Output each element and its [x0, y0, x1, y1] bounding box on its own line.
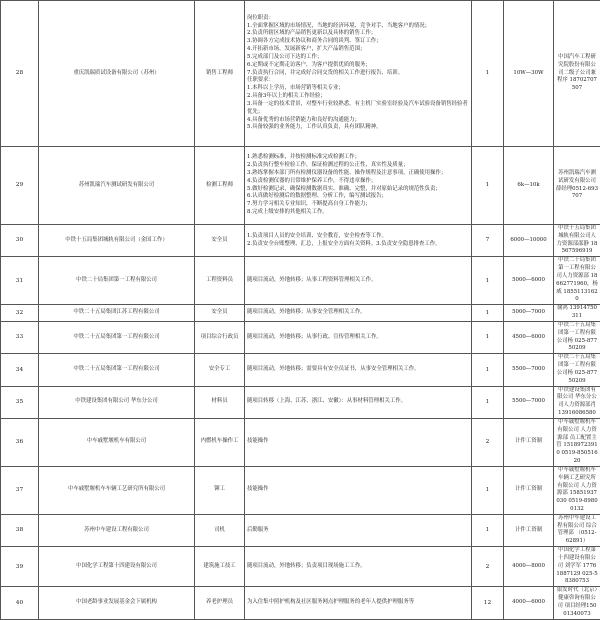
contact-cell: 中车戚墅堰机车车辆工艺研究所有限公司 人力资源部 15851937030 0519-89800132 [554, 466, 600, 514]
table-row [1, 386, 600, 418]
duty-line: 3.协调各方完成技术协议和商务合同的谈判、签订工作； [247, 38, 469, 46]
row-number-cell: 35 [1, 386, 39, 418]
headcount-cell: 1 [472, 466, 504, 514]
contact-cell: 中车戚墅堰机车有限公司 人力资源部 员工配置主管 15189723910 0519-85051620 [554, 418, 600, 466]
table-body [1, 1, 600, 620]
duty-line: 5.做好检测记录，确保检测数据真实、准确、完整，并对原始记录的规范性负责； [247, 186, 469, 194]
row-number-cell: 37 [1, 466, 39, 514]
duty-line: 随项目流动，外地转移；从事行政、宣传管理相关工作。 [247, 334, 469, 342]
company-name-cell: 中铁二十五局集团第一工程有限公司 [39, 354, 195, 386]
row-number-cell: 33 [1, 321, 39, 353]
duty-line: 2.具备3年以上的相关工作经验； [247, 93, 469, 101]
duty-line: 1.本科以上学历，市场营销等相关专业； [247, 85, 469, 93]
headcount-cell: 2 [472, 547, 504, 587]
position-cell: 司机 [195, 514, 245, 546]
salary-cell: 5500—7000 [504, 354, 554, 386]
row-number-cell: 39 [1, 547, 39, 587]
table-row [1, 466, 600, 514]
company-name-cell: 中车戚墅堰机车车辆工艺研究所有限公司 [39, 466, 195, 514]
company-name-cell: 中铁十五局集团城轨有限公司（金国工作） [39, 225, 195, 257]
table-row [1, 321, 600, 353]
salary-cell: 计件工资制 [504, 514, 554, 546]
contact-cell: 中国汽车工程研究院股份有限公司二级子公司兼程序 18702707507 [554, 1, 600, 147]
company-name-cell: 苏州中车建设工程有限公司 [39, 514, 195, 546]
job-duties-cell [245, 547, 472, 587]
duty-line: 随项目转移（上海、江苏、浙江、安徽）：从事材料管理相关工作。 [247, 398, 469, 406]
contact-cell: 中国化学工程第十四建设有限公司 刘学军 17761887129 025-58380753 [554, 547, 600, 587]
salary-cell: 5000—6000 [504, 257, 554, 305]
row-number-cell: 28 [1, 1, 39, 147]
contact-cell: 中铁建设集团有限公司 华东分公司人力资源部肖 13916086580 [554, 386, 600, 418]
company-name-cell: 中国老龄事业发展基金会下属机构 [39, 587, 195, 619]
row-number-cell: 31 [1, 257, 39, 305]
job-duties-cell [245, 225, 472, 257]
contact-cell: 苏州凯瑞汽车测试研发有限公司 薛经理0512-693707 [554, 147, 600, 225]
job-duties-cell [245, 257, 472, 305]
headcount-cell: 1 [472, 305, 504, 322]
position-cell: 铆工 [195, 466, 245, 514]
contact-cell: 中铁二十五局集团第一工程有限公司杨 025-87750209 [554, 354, 600, 386]
job-duties-cell [245, 147, 472, 225]
position-cell: 材料员 [195, 386, 245, 418]
duty-line: 5.完成部门及公司下达的工作； [247, 54, 469, 62]
table-row [1, 547, 600, 587]
duty-line: 4.开拓新市场，发展新客户，扩大产品销售范围； [247, 46, 469, 54]
headcount-cell: 1 [472, 257, 504, 305]
position-cell: 安全专工 [195, 354, 245, 386]
salary-cell: 6000—10000 [504, 225, 554, 257]
duty-line: 4.负责检测仪器的日常维护保养工作，不得违章操作； [247, 178, 469, 186]
contact-cell: 苏州中车建设工程有限公司 综合管理部 （0512-62891） [554, 514, 600, 546]
position-cell: 检测工程师 [195, 147, 245, 225]
job-duties-cell [245, 354, 472, 386]
headcount-cell: 1 [472, 321, 504, 353]
position-cell: 安全员 [195, 305, 245, 322]
duty-line: 随项目流动，外地转移；从事工程资料管理相关工作。 [247, 277, 469, 285]
job-duties-cell [245, 305, 472, 322]
salary-cell: 4000—8000 [504, 547, 554, 587]
table-row [1, 418, 600, 466]
position-cell: 养老护理员 [195, 587, 245, 619]
duty-line: 7.努力学习相关专业知识，不断提高自身工作能力； [247, 201, 469, 209]
job-duties-cell [245, 418, 472, 466]
job-duties-cell [245, 587, 472, 619]
headcount-cell: 1 [472, 354, 504, 386]
company-name-cell: 苏州凯瑞汽车测试研发有限公司 [39, 147, 195, 225]
table-row [1, 305, 600, 322]
contact-cell: 中铁十五局集团城轨有限公司人力资源部邵静 18567596919 [554, 225, 600, 257]
duty-line: 2.负责安全台账整理、汇总，上报安全方面有关资料。3.负责安全隐患排查工作。 [247, 241, 469, 249]
duty-line: 4.具备优秀的市场营销能力和良好的沟通能力； [247, 117, 469, 125]
salary-cell: 5500—7000 [504, 386, 554, 418]
job-duties-cell [245, 466, 472, 514]
job-duties-cell [245, 386, 472, 418]
table-row [1, 1, 600, 147]
salary-cell: 4000—6000 [504, 587, 554, 619]
job-duties-cell [245, 1, 472, 147]
duty-line: 1.负责项目人员的安全培训、安全教育，安全检查等工作。 [247, 233, 469, 241]
duty-line: 随项目流动，外地转移；负责项目现场施工工作。 [247, 563, 469, 571]
headcount-cell: 12 [472, 587, 504, 619]
duty-line: 技能操作 [247, 486, 469, 494]
position-cell: 内燃机车操作工 [195, 418, 245, 466]
headcount-cell: 1 [472, 147, 504, 225]
headcount-cell: 2 [472, 418, 504, 466]
contact-cell: 中铁二十局集团第一工程有限公司人力资源部 18662771960，杨威 18551131620 [554, 257, 600, 305]
row-number-cell: 32 [1, 305, 39, 322]
duty-line: 6.认真做好检测后的数据整理、分析工作，编写测试报告； [247, 193, 469, 201]
duty-line: 技能操作 [247, 438, 469, 446]
salary-cell: 10W—30W [504, 1, 554, 147]
row-number-cell: 40 [1, 587, 39, 619]
salary-cell: 计件工资制 [504, 418, 554, 466]
table-row [1, 225, 600, 257]
duty-line: 任职要求： [247, 77, 469, 85]
table-row [1, 587, 600, 619]
duty-line: 1.熟悉检测标准，并按检测标准完成检测工作； [247, 154, 469, 162]
row-number-cell: 30 [1, 225, 39, 257]
row-number-cell: 36 [1, 418, 39, 466]
table-row [1, 354, 600, 386]
contact-cell: 中铁二十五局集团第一工程有限公司杨 025-87750209 [554, 321, 600, 353]
duty-line: 6.定期或不定期走访客户，为客户提供优质的服务； [247, 62, 469, 70]
company-name-cell: 中铁二十局集团第一工程有限公司 [39, 257, 195, 305]
row-number-cell: 29 [1, 147, 39, 225]
duty-line: 随项目流动，外地转移；需要具有安全员证书，从事安全管理相关工作。 [247, 366, 469, 374]
job-duties-cell [245, 321, 472, 353]
duty-line: 后勤服务 [247, 527, 469, 535]
duty-line: 3.熟练掌握本部门所有检测仪器设备的性能、操作规程及注意事项，正确使用操作； [247, 170, 469, 178]
table-row [1, 147, 600, 225]
duty-line: 7.负责执行合同，并完成好合同交货的相关工作进行报告、培训。 [247, 70, 469, 78]
duty-line: 5.具备较强的业务能力，工作认真负责，具有团队精神。 [247, 124, 469, 132]
company-name-cell: 中铁二十五局集团江苏工程有限公司 [39, 305, 195, 322]
salary-cell: 计件工资制 [504, 466, 554, 514]
headcount-cell: 1 [472, 514, 504, 546]
contact-cell: 银发时代（北京）健康咨询有限公司 项目经理15001340073 [554, 587, 600, 619]
position-cell: 建筑施工技工 [195, 547, 245, 587]
duty-line: 1.全面掌握区域的市场情况，当地的经济环境、竞争对手、当地客户的情况； [247, 23, 469, 31]
duty-line: 2.负责所辖区域的产品销售更新以及具体的销售工作； [247, 30, 469, 38]
duty-line: 岗位职责： [247, 15, 469, 23]
salary-cell: 4500—6000 [504, 321, 554, 353]
duty-line: 3.具备一定的技术背景，对整车行业较熟悉，有主机厂实验室经验及汽车试验设备销售经验者优先； [247, 101, 469, 117]
position-cell: 项目综合行政员 [195, 321, 245, 353]
table-row [1, 514, 600, 546]
duty-line: 为入住集中照护机构及社区服务网点护理服务的老年人提供护理服务等 [247, 599, 469, 607]
row-number-cell: 34 [1, 354, 39, 386]
salary-cell: 5000—7000 [504, 305, 554, 322]
company-name-cell: 中铁二十五局集团第一工程有限公司 [39, 321, 195, 353]
contact-cell: 谢鸿 13914750311 [554, 305, 600, 322]
salary-cell: 6k—10k [504, 147, 554, 225]
position-cell: 工程资料员 [195, 257, 245, 305]
duty-line: 随项目流动，外地转移；从事安全管理相关工作。 [247, 309, 469, 317]
duty-line: 2.负责执行整车检验工作，保证检测过程的公正性、真实性及质量； [247, 162, 469, 170]
table-row [1, 257, 600, 305]
job-duties-cell [245, 514, 472, 546]
headcount-cell: 1 [472, 1, 504, 147]
duty-line: 8.完成上级安排的其他相关工作。 [247, 209, 469, 217]
position-cell: 安全员 [195, 225, 245, 257]
position-cell: 销售工程师 [195, 1, 245, 147]
company-name-cell: 中铁建设集团有限公司 华东分公司 [39, 386, 195, 418]
headcount-cell: 7 [472, 225, 504, 257]
row-number-cell: 38 [1, 514, 39, 546]
company-name-cell: 重庆凯瑞质试设备有限公司（苏州） [39, 1, 195, 147]
company-name-cell: 中车戚墅堰机车有限公司 [39, 418, 195, 466]
headcount-cell: 1 [472, 386, 504, 418]
company-name-cell: 中国化学工程第十四建设有限公司 [39, 547, 195, 587]
